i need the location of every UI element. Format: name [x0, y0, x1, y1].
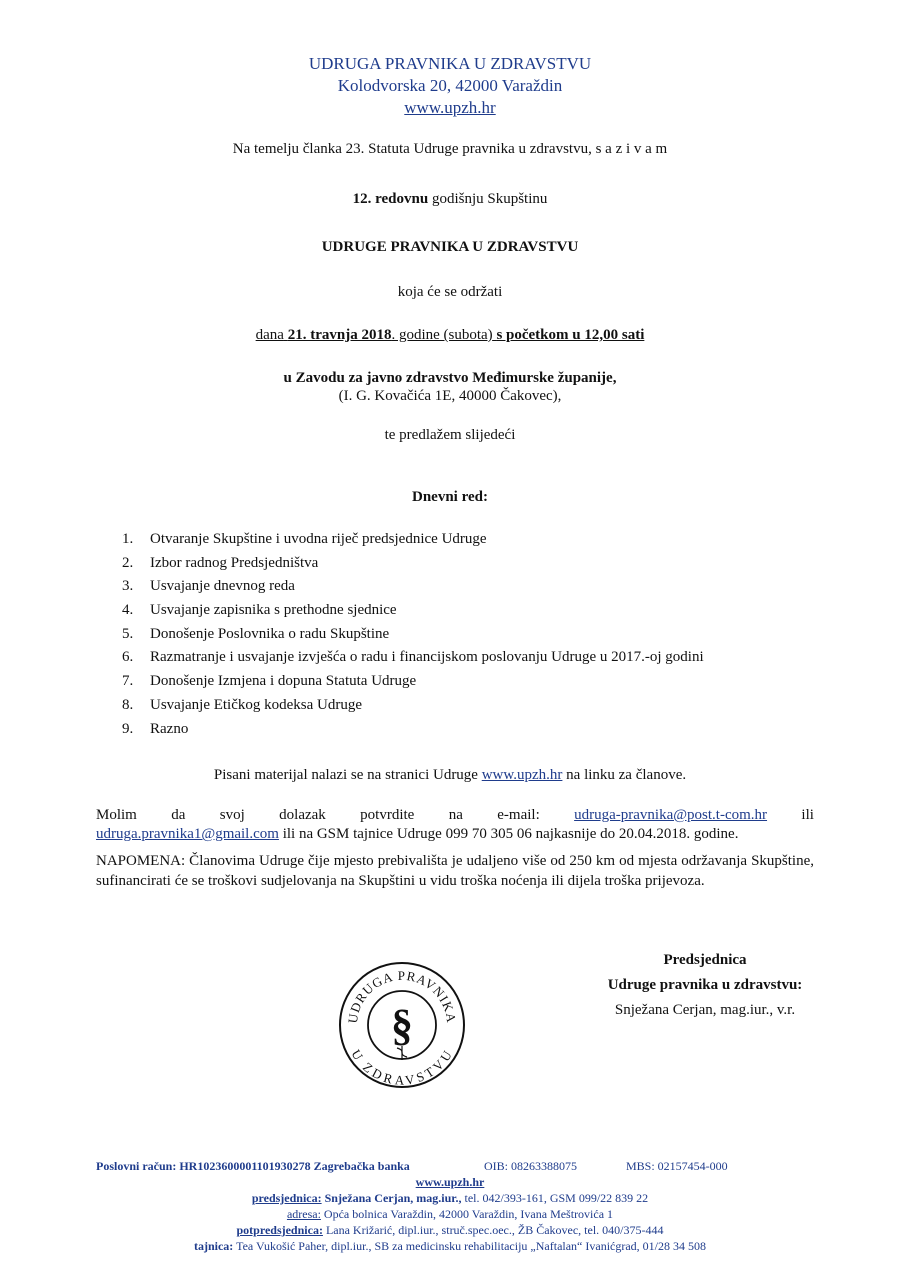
note-paragraph: NAPOMENA: Članovima Udruge čije mjesto prebivališta je udaljeno više od 250 km od mjesta održavanja Skupštine, sufinancirati će se troškovi sudjelovanja na Skupštini u vidu troška noćenja ili dijela troška prijevoza. — [96, 853, 814, 889]
footer-secretary-label: tajnica: — [193, 1239, 234, 1253]
agenda-item — [122, 553, 704, 577]
footer-oib: OIB: 08263388075 — [484, 1159, 577, 1173]
meeting-title-b: godišnju Skupštinu — [431, 191, 548, 207]
meeting-date: 21. travnja 2018 — [287, 327, 392, 343]
footer-vp: Lana Križarić, dipl.iur., struč.spec.oec., ŽB Čakovec, tel. 040/375-444 — [325, 1223, 664, 1237]
confirm-line1 — [96, 806, 814, 825]
association-stamp — [337, 960, 467, 1090]
agenda-num: 6. — [122, 649, 134, 666]
agenda-item — [122, 576, 704, 600]
footer-mbs: MBS: 02157454-000 — [626, 1159, 728, 1173]
signature-title: Predsjednica — [663, 952, 747, 968]
agenda-num: 9. — [122, 720, 134, 737]
footer-address-line — [0, 1207, 900, 1222]
signature-org: Udruge pravnika u zdravstvu: — [607, 977, 803, 993]
confirm-word: svoj — [219, 807, 245, 823]
agenda-num: 3. — [122, 578, 134, 595]
footer-president-line — [0, 1191, 900, 1206]
will-be-held: koja će se održati — [397, 284, 503, 300]
confirm-word: dolazak — [279, 807, 326, 823]
org-website-link[interactable]: www.upzh.hr — [404, 98, 496, 117]
confirm-rest: ili na GSM tajnice Udruge 099 70 305 06 najkasnije do 20.04.2018. godine. — [282, 826, 739, 842]
email-link-primary[interactable]: udruga-pravnika@post.t-com.hr — [574, 807, 768, 823]
footer-president: Snježana Cerjan, mag.iur., — [324, 1191, 462, 1205]
materials-line — [0, 766, 900, 784]
agenda-text: Usvajanje dnevnog reda — [150, 578, 295, 595]
footer-secretary-line — [0, 1239, 900, 1254]
confirm-word: na — [448, 807, 463, 823]
confirm-word: da — [171, 807, 186, 823]
agenda-num: 8. — [122, 696, 134, 713]
agenda-text: Usvajanje zapisnika s prethodne sjednice — [150, 602, 397, 619]
org-website-line — [0, 98, 900, 118]
signature-block — [580, 948, 830, 1023]
agenda-text: Donošenje Poslovnika o radu Skupštine — [150, 625, 390, 642]
intro-text: Na temelju članka 23. Statuta Udruge pravnika u zdravstvu, — [232, 141, 592, 157]
stamp-bottom-text: U ZDRAVSTVU — [348, 1046, 456, 1088]
footer-address: Opća bolnica Varaždin, 42000 Varaždin, Ivana Meštrovića 1 — [323, 1207, 614, 1221]
meeting-time: s početkom u 12,00 sati — [496, 327, 645, 343]
confirm-line2 — [96, 825, 814, 844]
propose-text: te predlažem slijedeći — [384, 427, 516, 443]
meeting-org-caps: UDRUGE PRAVNIKA U ZDRAVSTVU — [321, 239, 579, 255]
confirm-word: potvrdite — [360, 807, 415, 823]
materials-suffix: na linku za članove. — [566, 767, 687, 783]
agenda-num: 7. — [122, 673, 134, 690]
footer-website-link[interactable]: www.upzh.hr — [415, 1175, 485, 1189]
agenda-num: 5. — [122, 625, 134, 642]
date-prefix: dana — [255, 327, 284, 343]
intro-line — [0, 140, 900, 158]
org-name: UDRUGA PRAVNIKA U ZDRAVSTVU — [308, 54, 592, 73]
agenda-item — [122, 529, 704, 553]
agenda-item — [122, 647, 704, 671]
location-line1: u Zavodu za javno zdravstvo Međimurske županije, — [283, 370, 617, 386]
agenda-heading: Dnevni red: — [412, 489, 488, 505]
footer-vp-label: potpredsjednica: — [236, 1223, 323, 1237]
footer-website-line — [0, 1175, 900, 1190]
footer-vp-line — [0, 1223, 900, 1238]
section-sign-icon: § — [391, 1001, 413, 1050]
confirm-word: e-mail: — [497, 807, 540, 823]
meeting-title — [0, 190, 900, 208]
agenda-text: Usvajanje Etičkog kodeksa Udruge — [150, 696, 363, 713]
agenda-item — [122, 719, 704, 743]
footer-address-label: adresa: — [286, 1207, 321, 1221]
agenda-text: Donošenje Izmjena i dopuna Statuta Udruge — [150, 673, 417, 690]
materials-prefix: Pisani materijal nalazi se na stranici Udruge — [213, 767, 478, 783]
agenda-text: Izbor radnog Predsjedništva — [150, 554, 319, 571]
footer-account: Poslovni račun: HR1023600001101930278 Zagrebačka banka — [96, 1159, 410, 1173]
agenda-item — [122, 671, 704, 695]
footer-president-phone: tel. 042/393-161, GSM 099/22 839 22 — [464, 1191, 649, 1205]
confirm-paragraph — [96, 806, 814, 844]
agenda-text: Otvaranje Skupštine i uvodna riječ predsjednice Udruge — [150, 531, 487, 547]
confirm-word: Molim — [96, 807, 137, 823]
agenda-item — [122, 695, 704, 719]
materials-link[interactable]: www.upzh.hr — [481, 767, 563, 783]
agenda-num: 1. — [122, 531, 134, 547]
agenda-num: 2. — [122, 554, 134, 571]
footer-secretary: Tea Vukošić Paher, dipl.iur., SB za medicinsku rehabilitaciju „Naftalan“ Ivanićgrad, 01/28 34 508 — [236, 1239, 707, 1253]
signature-name: Snježana Cerjan, mag.iur., v.r. — [614, 1002, 796, 1018]
agenda-list — [122, 529, 704, 742]
stamp-top-text: UDRUGA PRAVNIKA — [344, 967, 460, 1025]
footer-president-label: predsjednica: — [251, 1191, 322, 1205]
meeting-date-line — [0, 326, 900, 344]
date-mid: . godine (subota) — [391, 327, 493, 343]
agenda-text: Razmatranje i usvajanje izvješća o radu i financijskom poslovanju Udruge u 2017.-oj godini — [150, 649, 704, 666]
location-line2: (I. G. Kovačića 1E, 40000 Čakovec), — [338, 388, 562, 404]
meeting-title-a: 12. redovnu — [352, 191, 429, 207]
agenda-item — [122, 624, 704, 648]
intro-convene: s a z i v a m — [595, 141, 668, 157]
agenda-num: 4. — [122, 602, 134, 619]
agenda-text: Razno — [150, 720, 189, 737]
org-address: Kolodvorska 20, 42000 Varaždin — [337, 76, 563, 95]
email-link-secondary[interactable]: udruga.pravnika1@gmail.com — [96, 826, 279, 842]
confirm-or: ili — [801, 807, 814, 823]
agenda-item — [122, 600, 704, 624]
